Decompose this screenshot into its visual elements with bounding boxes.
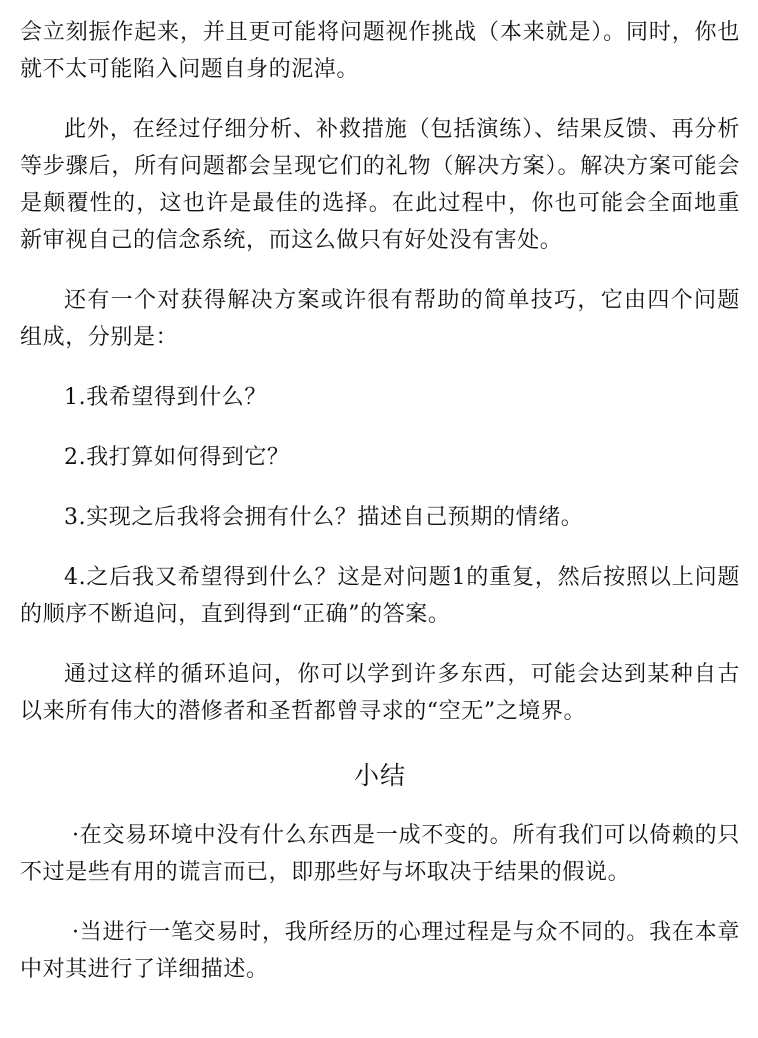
paragraph-four-questions-intro: 还有一个对获得解决方案或许很有帮助的简单技巧，它由四个问题组成，分别是： xyxy=(20,288,740,350)
summary-bullet-1: ·在交易环境中没有什么东西是一成不变的。所有我们可以倚赖的只不过是些有用的谎言而已，即那些好与坏取决于结果的假说。 xyxy=(20,823,740,885)
question-3: 3.实现之后我将会拥有什么？描述自己预期的情绪。 xyxy=(64,505,584,530)
paragraph-problem-challenge: 会立刻振作起来，并且更可能将问题视作挑战（本来就是）。同时，你也就不太可能陷入问题自身的泥淖。 xyxy=(20,20,740,82)
document-page xyxy=(20,14,740,988)
summary-heading: 小结 xyxy=(353,761,406,790)
question-2: 2.我打算如何得到它？ xyxy=(64,445,290,470)
paragraph-analysis-solutions: 此外，在经过仔细分析、补救措施（包括演练）、结果反馈、再分析等步骤后，所有问题都会呈现它们的礼物（解决方案）。解决方案可能会是颠覆性的，这也许是最佳的选择。在此过程中，你也可能会全面地重新审视自己的信念系统，而这么做只有好处没有害处。 xyxy=(20,117,740,253)
paragraph-emptiness: 通过这样的循环追问，你可以学到许多东西，可能会达到某种自古以来所有伟大的潜修者和圣哲都曾寻求的“空无”之境界。 xyxy=(20,662,740,724)
question-4: 4.之后我又希望得到什么？这是对问题1的重复，然后按照以上问题的顺序不断追问，直到得到“正确”的答案。 xyxy=(20,565,740,627)
question-1: 1.我希望得到什么？ xyxy=(64,385,267,410)
summary-bullet-2: ·当进行一笔交易时，我所经历的心理过程是与众不同的。我在本章中对其进行了详细描述。 xyxy=(20,920,740,982)
